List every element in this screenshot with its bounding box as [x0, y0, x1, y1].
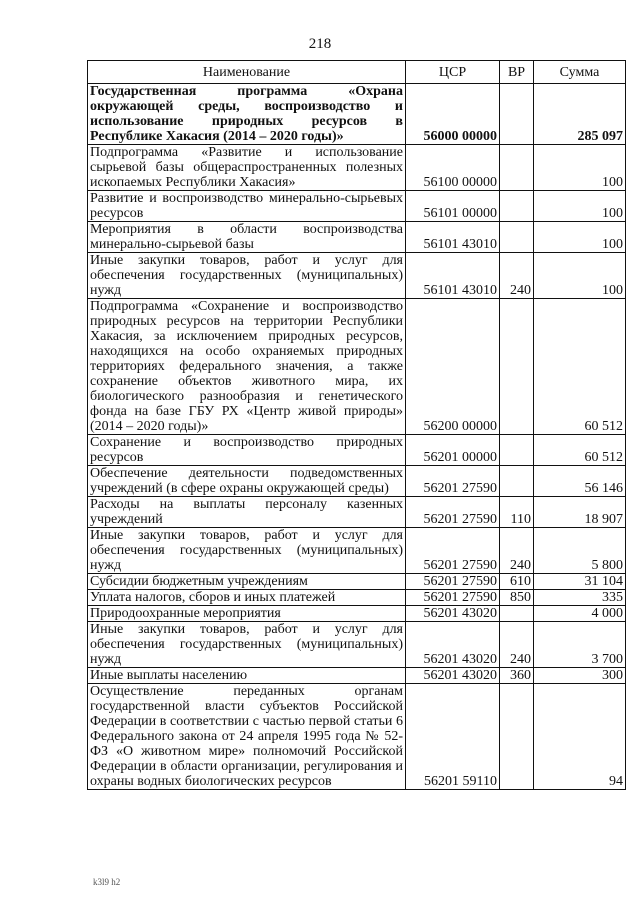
row-sum: 60 512 — [534, 435, 626, 466]
row-vr — [500, 145, 534, 191]
table-row — [88, 299, 626, 435]
table-row — [88, 684, 626, 790]
table-row — [88, 466, 626, 497]
row-name: Развитие и воспроизводство минерально-сырьевых ресурсов — [88, 191, 406, 222]
row-sum: 300 — [534, 668, 626, 684]
row-csr: 56200 00000 — [406, 299, 500, 435]
row-vr: 110 — [500, 497, 534, 528]
row-csr: 56201 43020 — [406, 668, 500, 684]
row-vr — [500, 222, 534, 253]
row-csr: 56201 27590 — [406, 466, 500, 497]
row-sum: 60 512 — [534, 299, 626, 435]
row-vr: 610 — [500, 574, 534, 590]
row-sum: 335 — [534, 590, 626, 606]
row-csr: 56201 00000 — [406, 435, 500, 466]
row-sum: 4 000 — [534, 606, 626, 622]
header-vr: ВР — [500, 61, 534, 84]
row-name: Мероприятия в области воспроизводства минерально-сырьевой базы — [88, 222, 406, 253]
row-csr: 56201 43020 — [406, 622, 500, 668]
row-csr: 56100 00000 — [406, 145, 500, 191]
row-name: Уплата налогов, сборов и иных платежей — [88, 590, 406, 606]
row-name: Субсидии бюджетным учреждениям — [88, 574, 406, 590]
row-sum: 100 — [534, 191, 626, 222]
row-name: Иные закупки товаров, работ и услуг для обеспечения государственных (муниципальных) нужд — [88, 528, 406, 574]
row-name: Иные выплаты населению — [88, 668, 406, 684]
row-name: Природоохранные мероприятия — [88, 606, 406, 622]
row-vr: 240 — [500, 528, 534, 574]
row-name: Иные закупки товаров, работ и услуг для обеспечения государственных (муниципальных) нужд — [88, 253, 406, 299]
row-csr: 56101 43010 — [406, 222, 500, 253]
row-sum: 5 800 — [534, 528, 626, 574]
row-csr: 56201 27590 — [406, 528, 500, 574]
row-vr — [500, 191, 534, 222]
row-vr — [500, 299, 534, 435]
table-row — [88, 606, 626, 622]
row-csr: 56201 27590 — [406, 590, 500, 606]
row-sum: 3 700 — [534, 622, 626, 668]
table-row — [88, 222, 626, 253]
row-csr: 56101 43010 — [406, 253, 500, 299]
row-name: Обеспечение деятельности подведомственных учреждений (в сфере охраны окружающей среды) — [88, 466, 406, 497]
row-sum: 100 — [534, 222, 626, 253]
row-name: Подпрограмма «Сохранение и воспроизводство природных ресурсов на территории Республики Хакасия, за исключением природных ресурсов, находящихся на особо охраняемых природных территориях федерального значения, а также сохранение объектов животного мира, их биологического разнообразия и генетического фонда на базе ГБУ РХ «Центр живой природы» (2014 – 2020 годы)» — [88, 299, 406, 435]
row-vr — [500, 84, 534, 145]
table-row — [88, 574, 626, 590]
row-csr: 56101 00000 — [406, 191, 500, 222]
header-csr: ЦСР — [406, 61, 500, 84]
header-row — [88, 61, 626, 84]
row-name: Осуществление переданных органам государственной власти субъектов Российской Федерации в соответствии с частью первой статьи 6 Федерального закона от 24 апреля 1995 года № 52-ФЗ «О животном мире» полномочий Российской Федерации в области организации, регулирования и охраны водных биологических ресурсов — [88, 684, 406, 790]
row-csr: 56201 43020 — [406, 606, 500, 622]
budget-table — [87, 60, 626, 790]
row-name: Сохранение и воспроизводство природных ресурсов — [88, 435, 406, 466]
row-csr: 56201 27590 — [406, 497, 500, 528]
row-vr — [500, 435, 534, 466]
row-sum: 31 104 — [534, 574, 626, 590]
table-row — [88, 84, 626, 145]
footer-code: k3l9 h2 — [93, 877, 121, 887]
table-row — [88, 590, 626, 606]
row-sum: 94 — [534, 684, 626, 790]
table-row — [88, 497, 626, 528]
row-vr — [500, 684, 534, 790]
row-sum: 18 907 — [534, 497, 626, 528]
page-number: 218 — [308, 36, 332, 52]
table-row — [88, 435, 626, 466]
table-row — [88, 668, 626, 684]
row-name: Иные закупки товаров, работ и услуг для обеспечения государственных (муниципальных) нужд — [88, 622, 406, 668]
row-csr: 56201 59110 — [406, 684, 500, 790]
row-vr — [500, 606, 534, 622]
row-sum: 285 097 — [534, 84, 626, 145]
row-name: Расходы на выплаты персоналу казенных учреждений — [88, 497, 406, 528]
table-row — [88, 253, 626, 299]
row-name: Государственная программа «Охрана окружающей среды, воспроизводство и использование природных ресурсов в Республике Хакасия (2014 – 2020 годы)» — [88, 84, 406, 145]
row-sum: 56 146 — [534, 466, 626, 497]
table-row — [88, 622, 626, 668]
row-name: Подпрограмма «Развитие и использование сырьевой базы общераспространенных полезных ископаемых Республики Хакасия» — [88, 145, 406, 191]
row-vr: 850 — [500, 590, 534, 606]
table-row — [88, 145, 626, 191]
header-name: Наименование — [88, 61, 406, 84]
row-vr — [500, 466, 534, 497]
row-vr: 240 — [500, 622, 534, 668]
row-csr: 56000 00000 — [406, 84, 500, 145]
row-csr: 56201 27590 — [406, 574, 500, 590]
row-sum: 100 — [534, 145, 626, 191]
table-row — [88, 191, 626, 222]
header-sum: Сумма — [534, 61, 626, 84]
row-vr: 240 — [500, 253, 534, 299]
row-sum: 100 — [534, 253, 626, 299]
table-row — [88, 528, 626, 574]
row-vr: 360 — [500, 668, 534, 684]
